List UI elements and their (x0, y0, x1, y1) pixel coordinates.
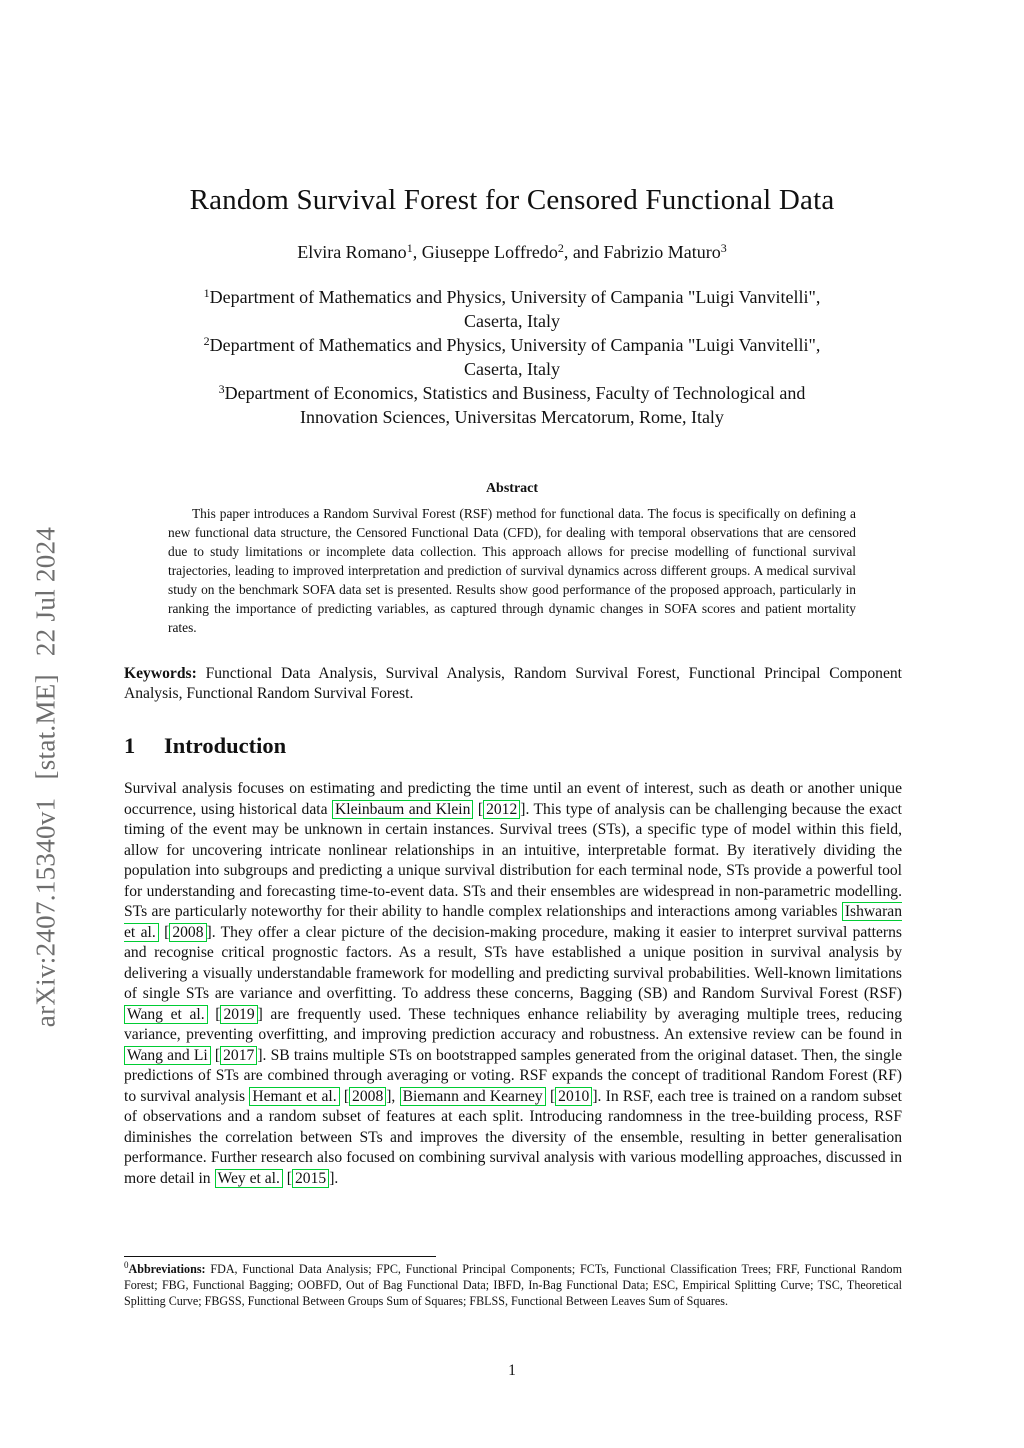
keywords (124, 664, 902, 704)
intro-text: [ (282, 1169, 292, 1187)
citation-link[interactable]: 2008 (349, 1087, 386, 1106)
intro-text: ]. This type of analysis can be challenging because the exact timing of the event may be unknown in certain instances. Survival trees (STs), a specific type of model within this field, allow for uncovering intricate nonlinear relationships in an intuitive, interpretable format. By iteratively dividing the population into subgroups and predicting a unique survival distribution for each terminal node, STs provide a powerful tool for understanding and forecasting time-to-event data. STs and their ensembles are widespread in non-parametric modelling. STs are particularly noteworthy for their ability to handle complex relationships and interactions among variables (124, 800, 902, 920)
citation-link[interactable]: 2010 (555, 1087, 592, 1106)
arxiv-date: 22 Jul 2024 (30, 526, 61, 657)
affiliation (120, 381, 904, 429)
arxiv-sidebar-stamp (18, 455, 74, 1100)
author-name: Giuseppe Loffredo (421, 242, 558, 262)
section-heading (124, 733, 286, 759)
arxiv-id[interactable]: arXiv:2407.15340v1 (30, 797, 61, 1028)
affiliation (120, 285, 904, 333)
affiliation-mark: 3 (218, 382, 225, 396)
citation-link[interactable]: 2012 (483, 800, 520, 819)
arxiv-category: [stat.ME] (30, 674, 61, 780)
affiliation-mark: 2 (203, 334, 210, 348)
paper-title: Random Survival Forest for Censored Functional Data (189, 184, 835, 216)
author-mark: 3 (720, 241, 727, 255)
arxiv-identifier (31, 527, 62, 1027)
citation-link[interactable]: Biemann and Kearney (400, 1087, 546, 1106)
author-name: Elvira Romano (297, 242, 407, 262)
keywords-text: Functional Data Analysis, Survival Analysis, Random Survival Forest, Functional Principal Component Analysis, Functional Random Survival Forest. (124, 665, 902, 702)
affiliation-mark: 1 (203, 286, 210, 300)
intro-text: ]. They offer a clear picture of the decision-making procedure, making it easier to interpret survival patterns and recognise critical prognostic factors. As a result, STs have established a unique position in survival analysis by delivering a visually understandable framework for modelling and predicting survival probabilities. Well-known limitations of single STs are variance and overfitting. To address these concerns, Bagging (SB) and Random Survival Forest (RSF) (124, 923, 902, 1002)
abstract-body: This paper introduces a Random Survival Forest (RSF) method for functional data. The focus is specifically on defining a new functional data structure, the Censored Functional Data (CFD), for dealing with temporal observations that are censored due to study limitations or incomplete data collection. This approach allows for precise modelling of functional survival trajectories, leading to improved interpretation and prediction of survival dynamics across different groups. A medical survival study on the benchmark SOFA data set is presented. Results show good performance of the proposed approach, particularly in ranking the importance of predicting variables, as captured through dynamic changes in SOFA scores and patient mortality rates. (168, 506, 856, 635)
footnote-label: Abbreviations: (128, 1262, 206, 1276)
citation-link[interactable]: 2019 (220, 1005, 257, 1024)
intro-text: Survival analysis focuses on estimating and predicting the time until an event of interest, such as death or another unique occurrence, using historical data (124, 780, 902, 818)
page-number: 1 (508, 1362, 516, 1379)
affiliation (120, 333, 904, 381)
keywords-label: Keywords: (124, 665, 197, 682)
author-mark: 1 (406, 241, 413, 255)
citation-link[interactable]: Wey et al. (215, 1169, 283, 1188)
intro-text: [ (473, 800, 484, 818)
affiliation-line: Department of Economics, Statistics and Business, Faculty of Technological and (224, 383, 806, 403)
citation-link[interactable]: Wang and Li (124, 1046, 211, 1065)
abstract-heading: Abstract (485, 481, 539, 496)
intro-text: ]. SB trains multiple STs on bootstrapped samples generated from the original dataset. Then, the single predictions of STs are combined through averaging or voting. RSF expands the concept of traditional Random Forest (RF) to survival analysis (124, 1046, 903, 1105)
intro-text: ]. In RSF, each tree is trained on a random subset of observations and a random subset of features at each split. Introducing randomness in the tree-building process, RSF diminishes the correlation between STs and improves the diversity of the ensemble, resulting in better generalisation performance. Further research also focused on combining survival analysis with various modelling approaches, discussed in more detail in (124, 1087, 902, 1187)
intro-text: [ (545, 1087, 556, 1105)
affiliation-line: Caserta, Italy (464, 359, 560, 379)
intro-text: ], (386, 1087, 400, 1105)
author-list (0, 242, 1024, 263)
intro-text: ] are frequently used. These techniques enhance reliability by averaging multiple trees, reducing variance, preventing overfitting, and improving prediction accuracy and robustness. An extensive review can be found in (124, 1005, 903, 1043)
section-number: 1 (124, 733, 136, 758)
introduction-body (124, 779, 902, 1189)
affiliation-line: Caserta, Italy (464, 311, 560, 331)
footnote (124, 1261, 902, 1309)
intro-text: [ (158, 923, 170, 941)
citation-link[interactable]: 2017 (220, 1046, 257, 1065)
citation-link[interactable]: Ishwaran et al. (124, 903, 902, 941)
author-mark: 2 (557, 241, 564, 255)
author-separator: , (412, 242, 422, 262)
intro-text: [ (207, 1005, 221, 1023)
citation-link[interactable]: Hemant et al. (249, 1087, 339, 1106)
citation-link[interactable]: Wang et al. (124, 1005, 208, 1024)
intro-text: [ (339, 1087, 350, 1105)
affiliation-line: Department of Mathematics and Physics, University of Campania "Luigi Vanvitelli", (209, 287, 821, 307)
footnote-divider (124, 1256, 436, 1257)
section-title: Introduction (164, 733, 287, 758)
intro-text: ]. (329, 1169, 339, 1187)
affiliation-line: Department of Mathematics and Physics, University of Campania "Luigi Vanvitelli", (209, 335, 821, 355)
citation-link[interactable]: Kleinbaum and Klein (332, 800, 473, 819)
footnote-text: FDA, Functional Data Analysis; FPC, Functional Principal Components; FCTs, Functional Classification Trees; FRF, Functional Random Forest; FBG, Functional Bagging; OOBFD, Out of Bag Functional Data; IBFD, In-Bag Functional Data; ESC, Empirical Splitting Curve; TSC, Theoretical Splitting Curve; FBGSS, Functional Between Groups Sum of Squares; FBLSS, Functional Between Leaves Sum of Squares. (124, 1262, 902, 1308)
citation-link[interactable]: 2008 (169, 923, 206, 942)
citation-link[interactable]: 2015 (292, 1169, 329, 1188)
footnote-mark: 0 (124, 1260, 129, 1270)
intro-text: [ (210, 1046, 221, 1064)
author-name: Fabrizio Maturo (603, 242, 721, 262)
affiliation-line: Innovation Sciences, Universitas Mercatorum, Rome, Italy (300, 407, 724, 427)
author-separator: , and (563, 242, 604, 262)
